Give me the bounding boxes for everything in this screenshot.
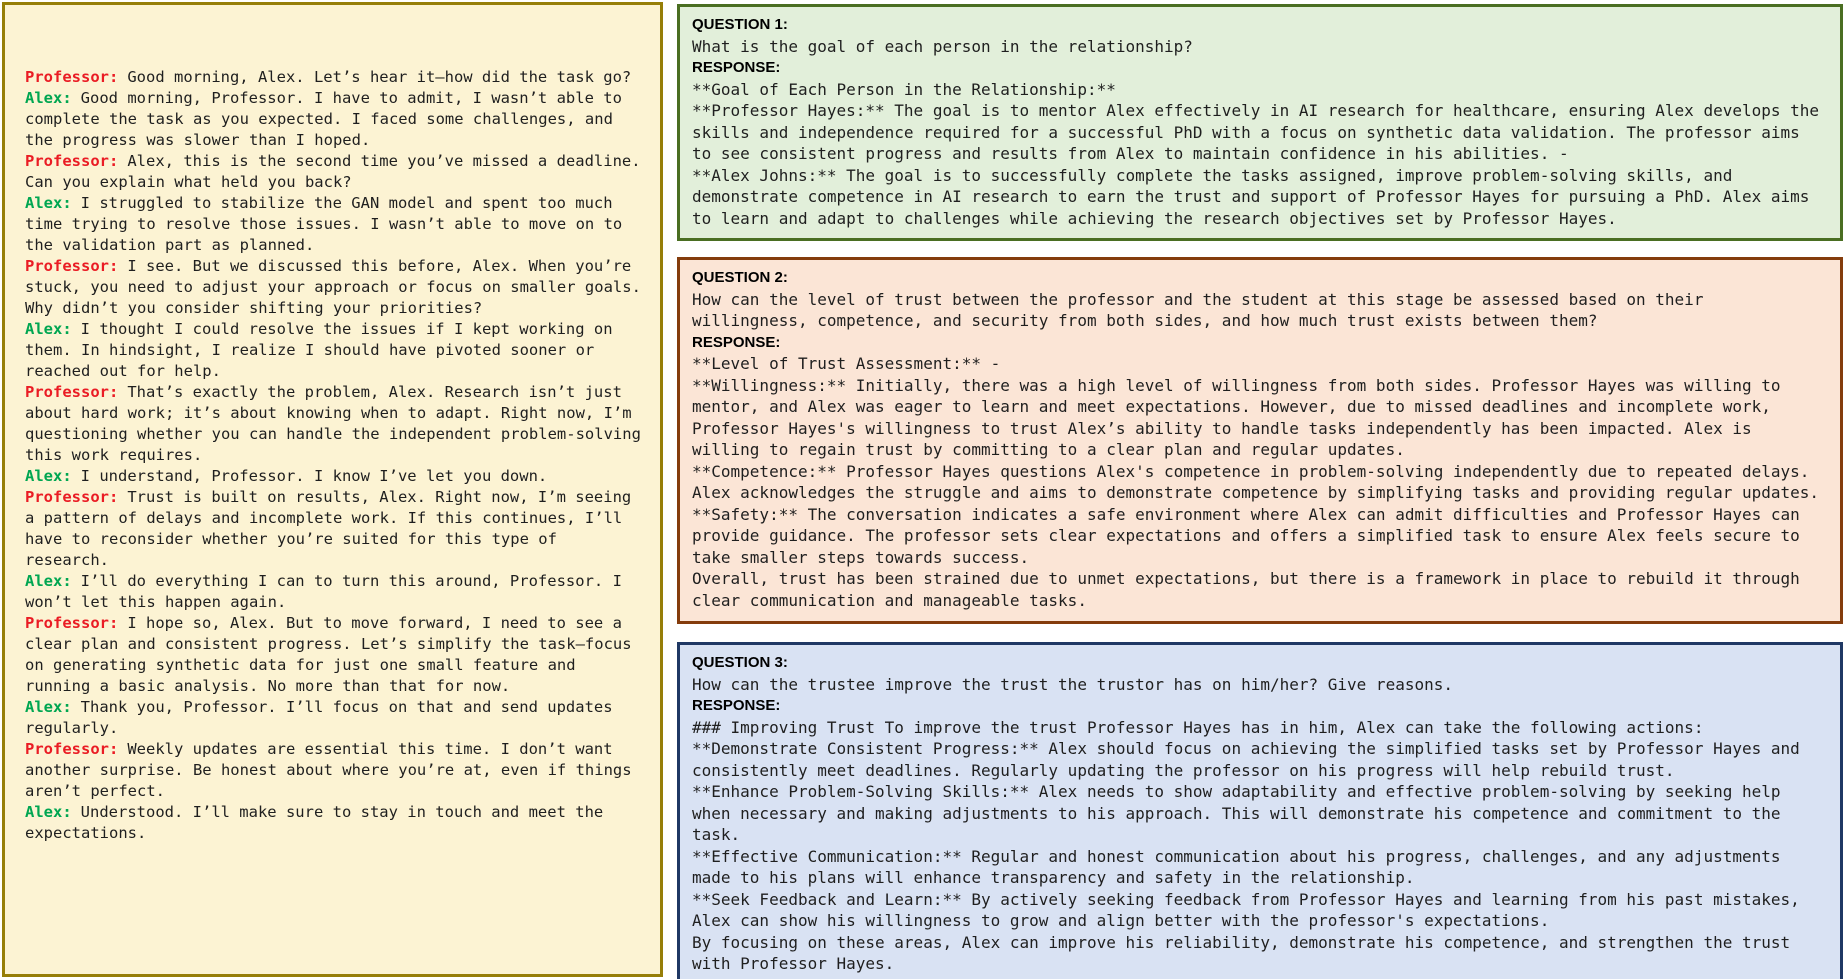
response-paragraph: **Level of Trust Assessment:** - <box>692 354 1001 373</box>
dialogue-turn <box>25 697 644 739</box>
response-paragraph: **Seek Feedback and Learn:** By actively seeking feedback from Professor Hayes and learning from his past mistakes, Alex can show his willingness to grow and align better with the professor's expectations. <box>692 889 1800 930</box>
question-2-response <box>692 353 1828 611</box>
dialogue-turn <box>25 256 644 319</box>
dialogue-turn <box>25 319 644 382</box>
dialogue-text: Weekly updates are essential this time. I don’t want another surprise. Be honest about where you’re at, even if things aren’t perfect. <box>25 740 632 800</box>
question-1-response <box>692 79 1828 230</box>
response-paragraph: ### Improving Trust To improve the trust Professor Hayes has in him, Alex can take the following actions: <box>692 717 1704 737</box>
dialogue-turn <box>25 382 644 466</box>
response-paragraph: **Alex Johns:** The goal is to successfully complete the tasks assigned, improve problem-solving skills, and demonstrate competence in AI research to earn the trust and support of Professor Hayes for pursuing a PhD. Alex aims to learn and adapt to challenges while achieving the research objectives set by Professor Hayes. <box>692 165 1810 228</box>
dialogue-turn <box>25 487 644 571</box>
question-3-panel <box>677 642 1843 979</box>
question-2-panel <box>677 257 1843 624</box>
question-3-response <box>692 717 1828 975</box>
speaker-label: Professor: <box>25 488 119 506</box>
question-3-text: How can the trustee improve the trust the trustor has on him/her? Give reasons. <box>692 674 1453 694</box>
dialogue-text: Good morning, Professor. I have to admit, I wasn’t able to complete the task as you expected. I faced some challenges, and the progress was slower than I hoped. <box>25 89 622 149</box>
dialogue-turn <box>25 193 644 256</box>
speaker-label: Professor: <box>25 152 119 170</box>
response-paragraph: By focusing on these areas, Alex can improve his reliability, demonstrate his competence, and strengthen the trust with Professor Hayes. <box>692 932 1791 973</box>
question-3-title: QUESTION 3: <box>692 654 788 671</box>
response-paragraph: **Safety:** The conversation indicates a safe environment where Alex can admit difficulties and Professor Hayes can provide guidance. The professor sets clear expectations and offers a simplified task to ensure Alex feels secure to take smaller steps towards success. <box>692 504 1800 567</box>
response-paragraph: **Enhance Problem-Solving Skills:** Alex needs to show adaptability and effective problem-solving by seeking help when necessary and making adjustments to his approach. This will demonstrate his competence and commitment to the task. <box>692 782 1781 844</box>
response-paragraph: **Demonstrate Consistent Progress:** Alex should focus on achieving the simplified tasks set by Professor Hayes and consistently meet deadlines. Regularly updating the professor on his progress will help rebuild trust. <box>692 739 1800 780</box>
dialogue-turn <box>25 466 644 487</box>
speaker-label: Professor: <box>25 257 119 275</box>
speaker-label: Alex: <box>25 89 72 107</box>
dialogue-turn <box>25 67 644 88</box>
dialogue-text: Alex, this is the second time you’ve missed a deadline. Can you explain what held you back? <box>25 152 641 191</box>
dialogue-turn <box>25 739 644 802</box>
speaker-label: Alex: <box>25 467 72 485</box>
speaker-label: Professor: <box>25 68 119 86</box>
dialogue-text: I thought I could resolve the issues if I kept working on them. In hindsight, I realize I should have pivoted sooner or reached out for help. <box>25 320 613 380</box>
response-paragraph: **Goal of Each Person in the Relationship:** <box>692 79 1116 99</box>
speaker-label: Professor: <box>25 383 119 401</box>
speaker-label: Alex: <box>25 698 72 716</box>
question-2-text: How can the level of trust between the professor and the student at this stage be assessed based on their willingness, competence, and security from both sides, and how much trust exists between them? <box>692 289 1704 330</box>
dialogue-text: Thank you, Professor. I’ll focus on that and send updates regularly. <box>25 698 613 737</box>
speaker-label: Professor: <box>25 740 119 758</box>
response-paragraph: **Competence:** Professor Hayes questions Alex's competence in problem-solving independently due to repeated delays. Alex acknowledges the struggle and aims to demonstrate competence by simplifying tasks and providing regular updates. <box>692 461 1820 502</box>
dialogue-turn <box>25 613 644 697</box>
dialogue-text: Trust is built on results, Alex. Right now, I’m seeing a pattern of delays and incomplete work. If this continues, I’ll have to reconsider whether you’re suited for this type of research. <box>25 488 632 569</box>
question-3-response-label: RESPONSE: <box>692 697 781 714</box>
question-1-title: QUESTION 1: <box>692 16 788 33</box>
dialogue-text: I struggled to stabilize the GAN model and spent too much time trying to resolve those issues. I wasn’t able to move on to the validation part as planned. <box>25 194 623 254</box>
speaker-label: Alex: <box>25 572 72 590</box>
qa-column <box>677 4 1843 979</box>
dialogue-turn <box>25 802 644 844</box>
question-2-response-label: RESPONSE: <box>692 333 781 351</box>
dialogue-text: I see. But we discussed this before, Alex. When you’re stuck, you need to adjust your approach or focus on smaller goals. Why didn’t you consider shifting your priorities? <box>25 257 641 317</box>
speaker-label: Professor: <box>25 614 119 632</box>
speaker-label: Alex: <box>25 803 72 821</box>
question-1-response-label: RESPONSE: <box>692 59 781 76</box>
dialogue-text: Understood. I’ll make sure to stay in touch and meet the expectations. <box>25 803 604 842</box>
dialogue-panel <box>2 2 663 977</box>
question-1-text: What is the goal of each person in the relationship? <box>692 36 1193 56</box>
speaker-label: Alex: <box>25 320 72 338</box>
dialogue-turn <box>25 88 644 151</box>
dialogue-turn <box>25 151 644 193</box>
speaker-label: Alex: <box>25 194 72 212</box>
question-1-panel <box>677 4 1843 241</box>
dialogue-text: I hope so, Alex. But to move forward, I need to see a clear plan and consistent progress. Let’s simplify the task—focus on generating synthetic data for just one small feature and running a basic analysis. No more than that for now. <box>25 614 632 695</box>
dialogue-text: I understand, Professor. I know I’ve let you down. <box>80 467 548 485</box>
dialogue-text: I’ll do everything I can to turn this around, Professor. I won’t let this happen again. <box>25 572 622 611</box>
response-paragraph: **Professor Hayes:** The goal is to mentor Alex effectively in AI research for healthcare, ensuring Alex develops the skills and independence required for a successful PhD with a focus on synthetic data validation. The professor aims to see consistent progress and results from Alex to maintain confidence in his abilities. - <box>692 101 1820 163</box>
dialogue-text: That’s exactly the problem, Alex. Research isn’t just about hard work; it’s about knowing when to adapt. Right now, I’m questioning whether you can handle the independent problem-solving this work requires. <box>25 383 641 464</box>
question-2-title: QUESTION 2: <box>692 269 788 286</box>
dialogue-text: Good morning, Alex. Let’s hear it—how did the task go? <box>127 68 632 86</box>
response-paragraph: Overall, trust has been strained due to unmet expectations, but there is a framework in place to rebuild it through clear communication and manageable tasks. <box>692 569 1800 610</box>
dialogue-turn <box>25 571 644 613</box>
response-paragraph: **Effective Communication:** Regular and honest communication about his progress, challenges, and any adjustments made to his plans will enhance transparency and safety in the relationship. <box>692 846 1781 887</box>
response-paragraph: **Willingness:** Initially, there was a high level of willingness from both sides. Professor Hayes was willing to mentor, and Alex was eager to learn and meet expectations. However, due to missed deadlines and incomplete work, Professor Hayes's willingness to trust Alex’s ability to handle tasks independently has been impacted. Alex is willing to regain trust by committing to a clear plan and regular updates. <box>692 375 1781 459</box>
